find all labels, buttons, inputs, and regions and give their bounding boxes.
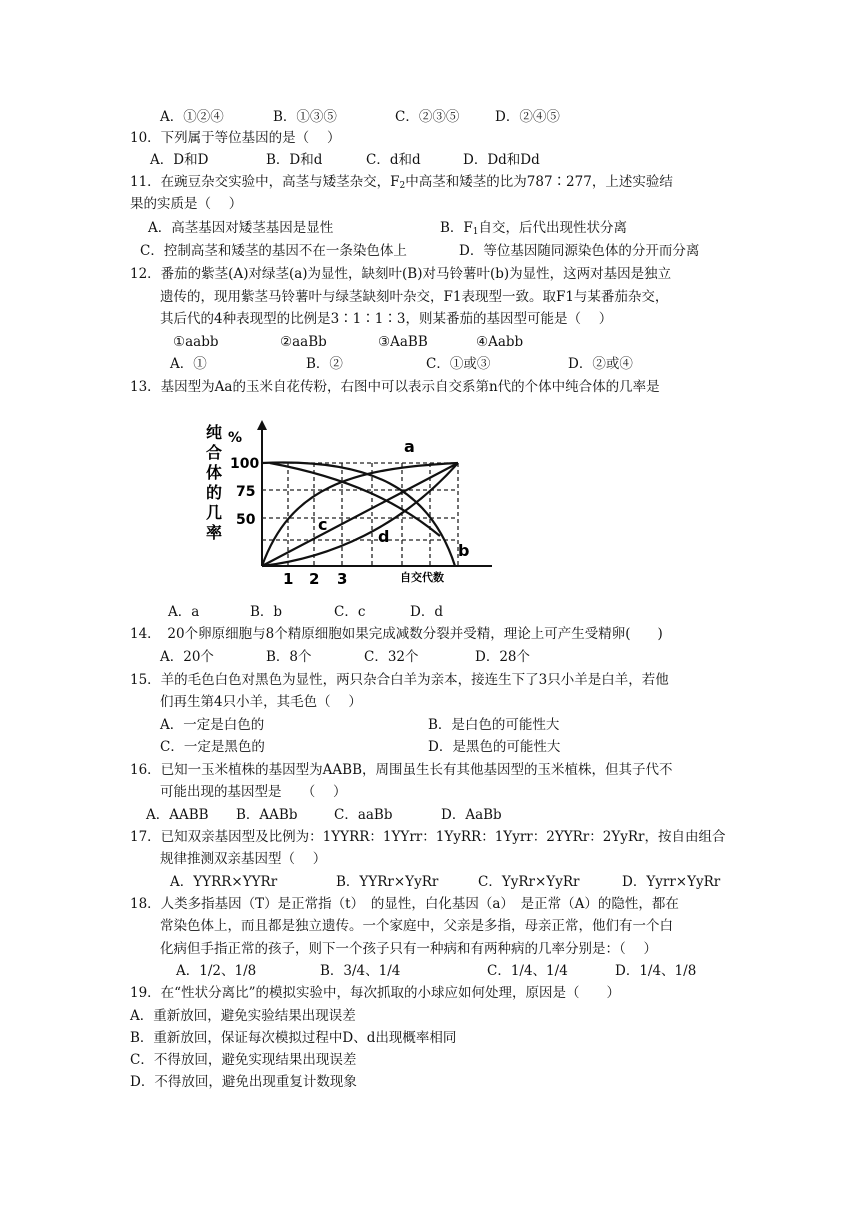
q18-stem-cont2: 化病但手指正常的孩子，则下一个孩子只有一种病和有两种病的几率分别是：（ ） xyxy=(160,941,658,957)
q17-option-d: D．Yyrr×YyRr xyxy=(622,874,721,890)
q16-option-d: D．AaBb xyxy=(441,807,502,823)
q12-stem: 12．番茄的紫茎(A)对绿茎(a)为显性，缺刻叶(B)对马铃薯叶(b)为显性，这两对基因是独立 xyxy=(130,266,672,282)
q11-stem-cont: 果的实质是（ ） xyxy=(130,196,243,212)
q17-option-b: B．YYRr×YyRr xyxy=(336,874,439,890)
q19-option-a: A．重新放回，避免实验结果出现误差 xyxy=(130,1008,356,1024)
q9-option-b: B．①③⑤ xyxy=(273,109,337,125)
q11-stem: 11．在豌豆杂交实验中，高茎与矮茎杂交，$F_2$中高茎和矮茎的比为787∶277，上述实验结 xyxy=(130,174,673,191)
curve-label-c: c xyxy=(318,515,328,534)
q14-stem: 14． 20个卵原细胞与8个精原细胞如果完成减数分裂并受精，理论上可产生受精卵( ) xyxy=(130,626,663,642)
q12-stem-cont2: 其后代的4种表现型的比例是3∶1∶1∶3，则某番茄的基因型可能是（ ） xyxy=(160,311,613,327)
graph-ytick-75: 75 xyxy=(236,484,256,500)
q12-genotype-3: ③AaBB xyxy=(378,334,428,350)
q10-option-c: C．d和d xyxy=(366,152,421,168)
q15-option-b: B．是白色的可能性大 xyxy=(428,717,560,733)
q16-option-b: B．AABb xyxy=(236,807,298,823)
q18-stem-cont: 常染色体上，而且都是独立遗传。一个家庭中，父亲是多指，母亲正常，他们有一个白 xyxy=(160,918,673,934)
q19-option-d: D．不得放回，避免出现重复计数现象 xyxy=(130,1074,357,1090)
q10-option-b: B．D和d xyxy=(266,152,323,168)
q14-option-c: C．32个 xyxy=(364,649,419,665)
graph-xtick-2: 2 xyxy=(309,570,320,588)
graph-ylabel-char: 的 xyxy=(206,483,223,502)
q18-option-c: C．1/4、1/4 xyxy=(487,963,568,979)
q17-stem-cont: 规律推测双亲基因型（ ） xyxy=(160,851,327,867)
graph-ytick-50: 50 xyxy=(236,512,256,528)
q10-option-d: D．Dd和Dd xyxy=(463,152,540,168)
graph-ylabel-char: 纯 xyxy=(206,423,223,442)
q14-option-d: D．28个 xyxy=(475,649,531,665)
graph-ytick-100: 100 xyxy=(230,456,260,472)
q12-option-d: D．②或④ xyxy=(568,356,633,372)
q19-option-c: C．不得放回，避免实现结果出现误差 xyxy=(130,1052,357,1068)
curve-label-b: b xyxy=(458,541,470,560)
q18-option-d: D．1/4、1/8 xyxy=(615,963,697,979)
graph-ylabel-char: 合 xyxy=(206,443,223,462)
q17-option-c: C．YyRr×YyRr xyxy=(478,874,580,890)
q12-option-b: B．② xyxy=(306,356,343,372)
q12-genotype-4: ④Aabb xyxy=(476,334,524,350)
q12-genotype-2: ②aaBb xyxy=(280,334,327,350)
q16-stem: 16．已知一玉米植株的基因型为AABB，周围虽生长有其他基因型的玉米植株，但其子代不 xyxy=(130,762,673,778)
q11-option-d: D．等位基因随同源染色体的分开而分离 xyxy=(459,243,700,259)
q13-option-b: B．b xyxy=(250,604,283,620)
q15-stem: 15．羊的毛色白色对黑色为显性，两只杂合白羊为亲本，接连生下了3只小羊是白羊，若他 xyxy=(130,672,669,688)
curve-label-d: d xyxy=(378,527,390,546)
q10-stem: 10．下列属于等位基因的是（ ） xyxy=(130,130,341,146)
graph-xtick-3: 3 xyxy=(337,570,348,588)
purity-graph xyxy=(200,418,500,598)
q18-stem: 18．人类多指基因（T）是正常指（t） 的显性，白化基因（a） 是正常（A）的隐性，都在 xyxy=(130,896,679,912)
graph-xtick-1: 1 xyxy=(283,570,294,588)
q13-option-c: C．c xyxy=(334,604,366,620)
q13-stem: 13．基因型为Aa的玉米自花传粉，右图中可以表示自交系第n代的个体中纯合体的几率是 xyxy=(130,379,660,395)
q15-stem-cont: 们再生第4只小羊，其毛色（ ） xyxy=(160,694,362,710)
q10-option-a: A．D和D xyxy=(150,152,209,168)
q9-option-d: D．②④⑤ xyxy=(495,109,560,125)
q14-option-a: A．20个 xyxy=(160,649,214,665)
q11-option-a: A．高茎基因对矮茎基因是显性 xyxy=(148,220,334,236)
graph-ylabel-char: 体 xyxy=(206,463,223,482)
q9-option-a: A．①②④ xyxy=(160,109,224,125)
q9-option-c: C．②③⑤ xyxy=(395,109,460,125)
graph-unit: % xyxy=(228,430,243,446)
graph-xlabel: 自交代数 xyxy=(400,571,444,584)
curve-label-a: a xyxy=(404,437,415,456)
q12-stem-cont: 遗传的，现用紫茎马铃薯叶与绿茎缺刻叶杂交，F1表现型一致。取F1与某番茄杂交， xyxy=(160,289,669,305)
q12-option-a: A．① xyxy=(170,356,207,372)
q17-stem: 17．已知双亲基因型及比例为：1YYRR：1YYrr：1YyRR：1Yyrr：2YYRr：2YyRr，按自由组合 xyxy=(130,829,726,845)
q12-genotype-1: ①aabb xyxy=(173,334,219,350)
q14-option-b: B．8个 xyxy=(266,649,312,665)
q15-option-a: A．一定是白色的 xyxy=(160,717,265,733)
q16-option-a: A．AABB xyxy=(146,807,209,823)
graph-ylabel-char: 率 xyxy=(206,523,223,542)
q12-option-c: C．①或③ xyxy=(426,356,491,372)
q19-stem: 19．在“性状分离比”的模拟实验中，每次抓取的小球应如何处理，原因是（ ） xyxy=(130,985,620,1001)
q11-option-c: C．控制高茎和矮茎的基因不在一条染色体上 xyxy=(140,243,407,259)
q17-option-a: A．YYRR×YYRr xyxy=(170,874,278,890)
q19-option-b: B．重新放回，保证每次模拟过程中D、d出现概率相同 xyxy=(130,1030,457,1046)
graph-ylabel-char: 几 xyxy=(206,503,223,522)
q16-option-c: C．aaBb xyxy=(334,807,393,823)
q15-option-d: D．是黑色的可能性大 xyxy=(428,739,561,755)
q18-option-a: A．1/2、1/8 xyxy=(176,963,257,979)
q18-option-b: B．3/4、1/4 xyxy=(320,963,401,979)
q13-option-d: D．d xyxy=(410,604,443,620)
q15-option-c: C．一定是黑色的 xyxy=(160,739,265,755)
q16-stem-cont: 可能出现的基因型是 （ ） xyxy=(160,784,347,800)
q13-option-a: A．a xyxy=(168,604,200,620)
q11-option-b: B．$F_1$自交，后代出现性状分离 xyxy=(440,220,628,237)
